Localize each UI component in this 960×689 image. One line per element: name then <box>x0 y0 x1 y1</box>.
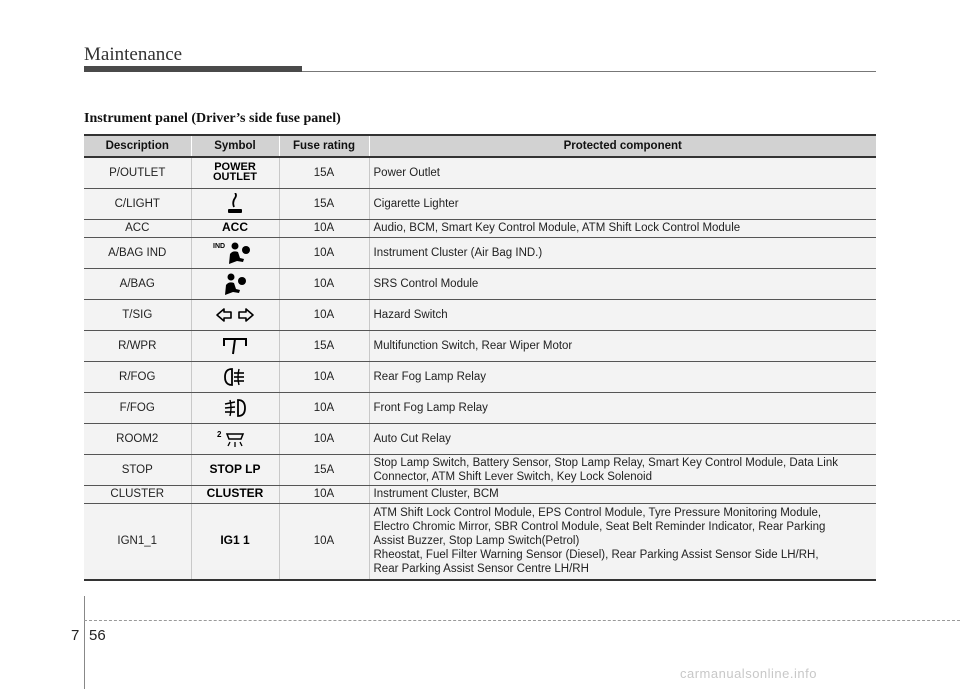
cigarette-lighter-icon <box>220 198 250 210</box>
fuse-rating: 10A <box>279 503 369 580</box>
rear-fog-lamp-icon <box>220 371 250 383</box>
airbag-icon <box>217 278 253 290</box>
fuse-symbol <box>191 330 279 361</box>
column-header-description: Description <box>84 135 191 157</box>
fuse-symbol-text-line: POWER <box>214 161 256 174</box>
protected-component <box>369 503 876 580</box>
room-lamp-label: 2 <box>217 429 222 439</box>
fuse-description: C/LIGHT <box>84 188 191 219</box>
table-row <box>84 268 876 299</box>
protected-component <box>369 485 876 503</box>
fuse-description: CLUSTER <box>84 485 191 503</box>
protected-component <box>369 423 876 454</box>
fuse-symbol-text <box>209 461 261 476</box>
fuse-symbol-text-line: IG1 1 <box>220 533 250 548</box>
fuse-rating: 15A <box>279 157 369 188</box>
fuse-symbol-text <box>207 488 264 498</box>
protected-component <box>369 188 876 219</box>
fuse-symbol <box>191 157 279 188</box>
table-row <box>84 454 876 485</box>
chapter-number: 7 <box>71 627 80 644</box>
column-header-symbol: Symbol <box>191 135 279 157</box>
protected-component-line: Multifunction Switch, Rear Wiper Motor <box>373 339 573 352</box>
fuse-symbol-text <box>220 533 250 548</box>
fuse-description: ROOM2 <box>84 423 191 454</box>
protected-component <box>369 330 876 361</box>
fuse-symbol <box>191 503 279 580</box>
fuse-rating: 10A <box>279 268 369 299</box>
protected-component-line: Instrument Cluster (Air Bag IND.) <box>373 246 543 259</box>
fuse-symbol-text-line: OUTLET <box>213 171 257 184</box>
fuse-description: A/BAG <box>84 268 191 299</box>
protected-component-line: Hazard Switch <box>373 308 448 321</box>
fuse-table <box>84 134 876 581</box>
protected-component-line: Front Fog Lamp Relay <box>373 401 488 414</box>
airbag-indicator-icon <box>213 242 257 259</box>
front-fog-lamp-icon <box>220 402 250 414</box>
fuse-symbol <box>191 485 279 503</box>
footer-divider-horizontal <box>84 620 960 621</box>
fuse-symbol <box>191 299 279 330</box>
fuse-rating: 10A <box>279 392 369 423</box>
protected-component <box>369 219 876 237</box>
protected-component-line: Auto Cut Relay <box>373 432 451 445</box>
protected-component <box>369 392 876 423</box>
fuse-symbol-text <box>222 222 248 232</box>
fuse-rating: 15A <box>279 188 369 219</box>
fuse-rating: 10A <box>279 219 369 237</box>
protected-component-line: Audio, BCM, Smart Key Control Module, ATM Shift Lock Control Module <box>373 222 741 234</box>
table-row <box>84 219 876 237</box>
protected-component <box>369 454 876 485</box>
protected-component-line: Instrument Cluster, BCM <box>373 488 499 500</box>
fuse-description: P/OUTLET <box>84 157 191 188</box>
footer-divider-vertical <box>84 596 85 689</box>
column-header-fuse-rating: Fuse rating <box>279 135 369 157</box>
fuse-rating: 10A <box>279 361 369 392</box>
airbag-ind-label: IND <box>213 242 226 250</box>
fuse-rating: 10A <box>279 299 369 330</box>
fuse-rating: 15A <box>279 330 369 361</box>
protected-component-line: Stop Lamp Switch, Battery Sensor, Stop Lamp Relay, Smart Key Control Module, Data Link <box>373 456 838 469</box>
fuse-symbol <box>191 454 279 485</box>
fuse-description: A/BAG IND <box>84 237 191 268</box>
fuse-rating: 10A <box>279 485 369 503</box>
protected-component-line: Connector, ATM Shift Lever Switch, Key Lock Solenoid <box>373 470 652 483</box>
protected-component <box>369 268 876 299</box>
fuse-description: R/WPR <box>84 330 191 361</box>
table-title: Instrument panel (Driver’s side fuse panel) <box>84 111 341 126</box>
fuse-symbol-text-line: ACC <box>222 220 248 234</box>
fuse-description: T/SIG <box>84 299 191 330</box>
protected-component <box>369 299 876 330</box>
fuse-symbol <box>191 188 279 219</box>
protected-component-line: Rheostat, Fuel Filter Warning Sensor (Diesel), Rear Parking Assist Sensor Side LH/RH, <box>373 549 819 562</box>
fuse-rating: 15A <box>279 454 369 485</box>
table-row <box>84 237 876 268</box>
protected-component-line: Power Outlet <box>373 166 440 179</box>
protected-component-line: Rear Fog Lamp Relay <box>373 370 486 383</box>
column-header-protected-component: Protected component <box>369 135 876 157</box>
table-row <box>84 188 876 219</box>
protected-component-line: Rear Parking Assist Sensor Centre LH/RH <box>373 563 589 576</box>
table-row <box>84 423 876 454</box>
fuse-symbol-text-line: CLUSTER <box>206 486 264 500</box>
fuse-description: F/FOG <box>84 392 191 423</box>
fuse-description: STOP <box>84 454 191 485</box>
table-header-row <box>84 135 876 157</box>
rear-wiper-icon <box>220 340 250 352</box>
table-row <box>84 485 876 503</box>
fuse-symbol <box>191 219 279 237</box>
fuse-symbol <box>191 392 279 423</box>
table-row <box>84 299 876 330</box>
protected-component <box>369 361 876 392</box>
protected-component <box>369 157 876 188</box>
turn-signal-arrows-icon <box>215 309 255 321</box>
fuse-symbol <box>191 423 279 454</box>
header-rule <box>302 71 876 72</box>
fuse-description: IGN1_1 <box>84 503 191 580</box>
section-title: Maintenance <box>84 44 183 65</box>
protected-component-line: Electro Chromic Mirror, SBR Control Module, Seat Belt Reminder Indicator, Rear Parking <box>373 521 826 534</box>
fuse-symbol <box>191 268 279 299</box>
fuse-symbol <box>191 237 279 268</box>
table-row <box>84 330 876 361</box>
header-bar <box>84 66 302 72</box>
table-row <box>84 392 876 423</box>
table-row <box>84 361 876 392</box>
protected-component-line: Cigarette Lighter <box>373 197 459 210</box>
protected-component-line: SRS Control Module <box>373 277 479 290</box>
fuse-rating: 10A <box>279 423 369 454</box>
table-row <box>84 503 876 580</box>
protected-component-line: Assist Buzzer, Stop Lamp Switch(Petrol) <box>373 535 580 548</box>
fuse-symbol <box>191 361 279 392</box>
fuse-description: R/FOG <box>84 361 191 392</box>
fuse-symbol-text-line: STOP LP <box>209 461 261 476</box>
page-number: 56 <box>89 627 106 644</box>
fuse-description: ACC <box>84 219 191 237</box>
fuse-symbol-text <box>213 162 257 182</box>
watermark: carmanualsonline.info <box>680 666 817 681</box>
table-row <box>84 157 876 188</box>
protected-component-line: ATM Shift Lock Control Module, EPS Control Module, Tyre Pressure Monitoring Module, <box>373 507 822 520</box>
fuse-rating: 10A <box>279 237 369 268</box>
room-lamp-icon <box>215 429 255 445</box>
protected-component <box>369 237 876 268</box>
